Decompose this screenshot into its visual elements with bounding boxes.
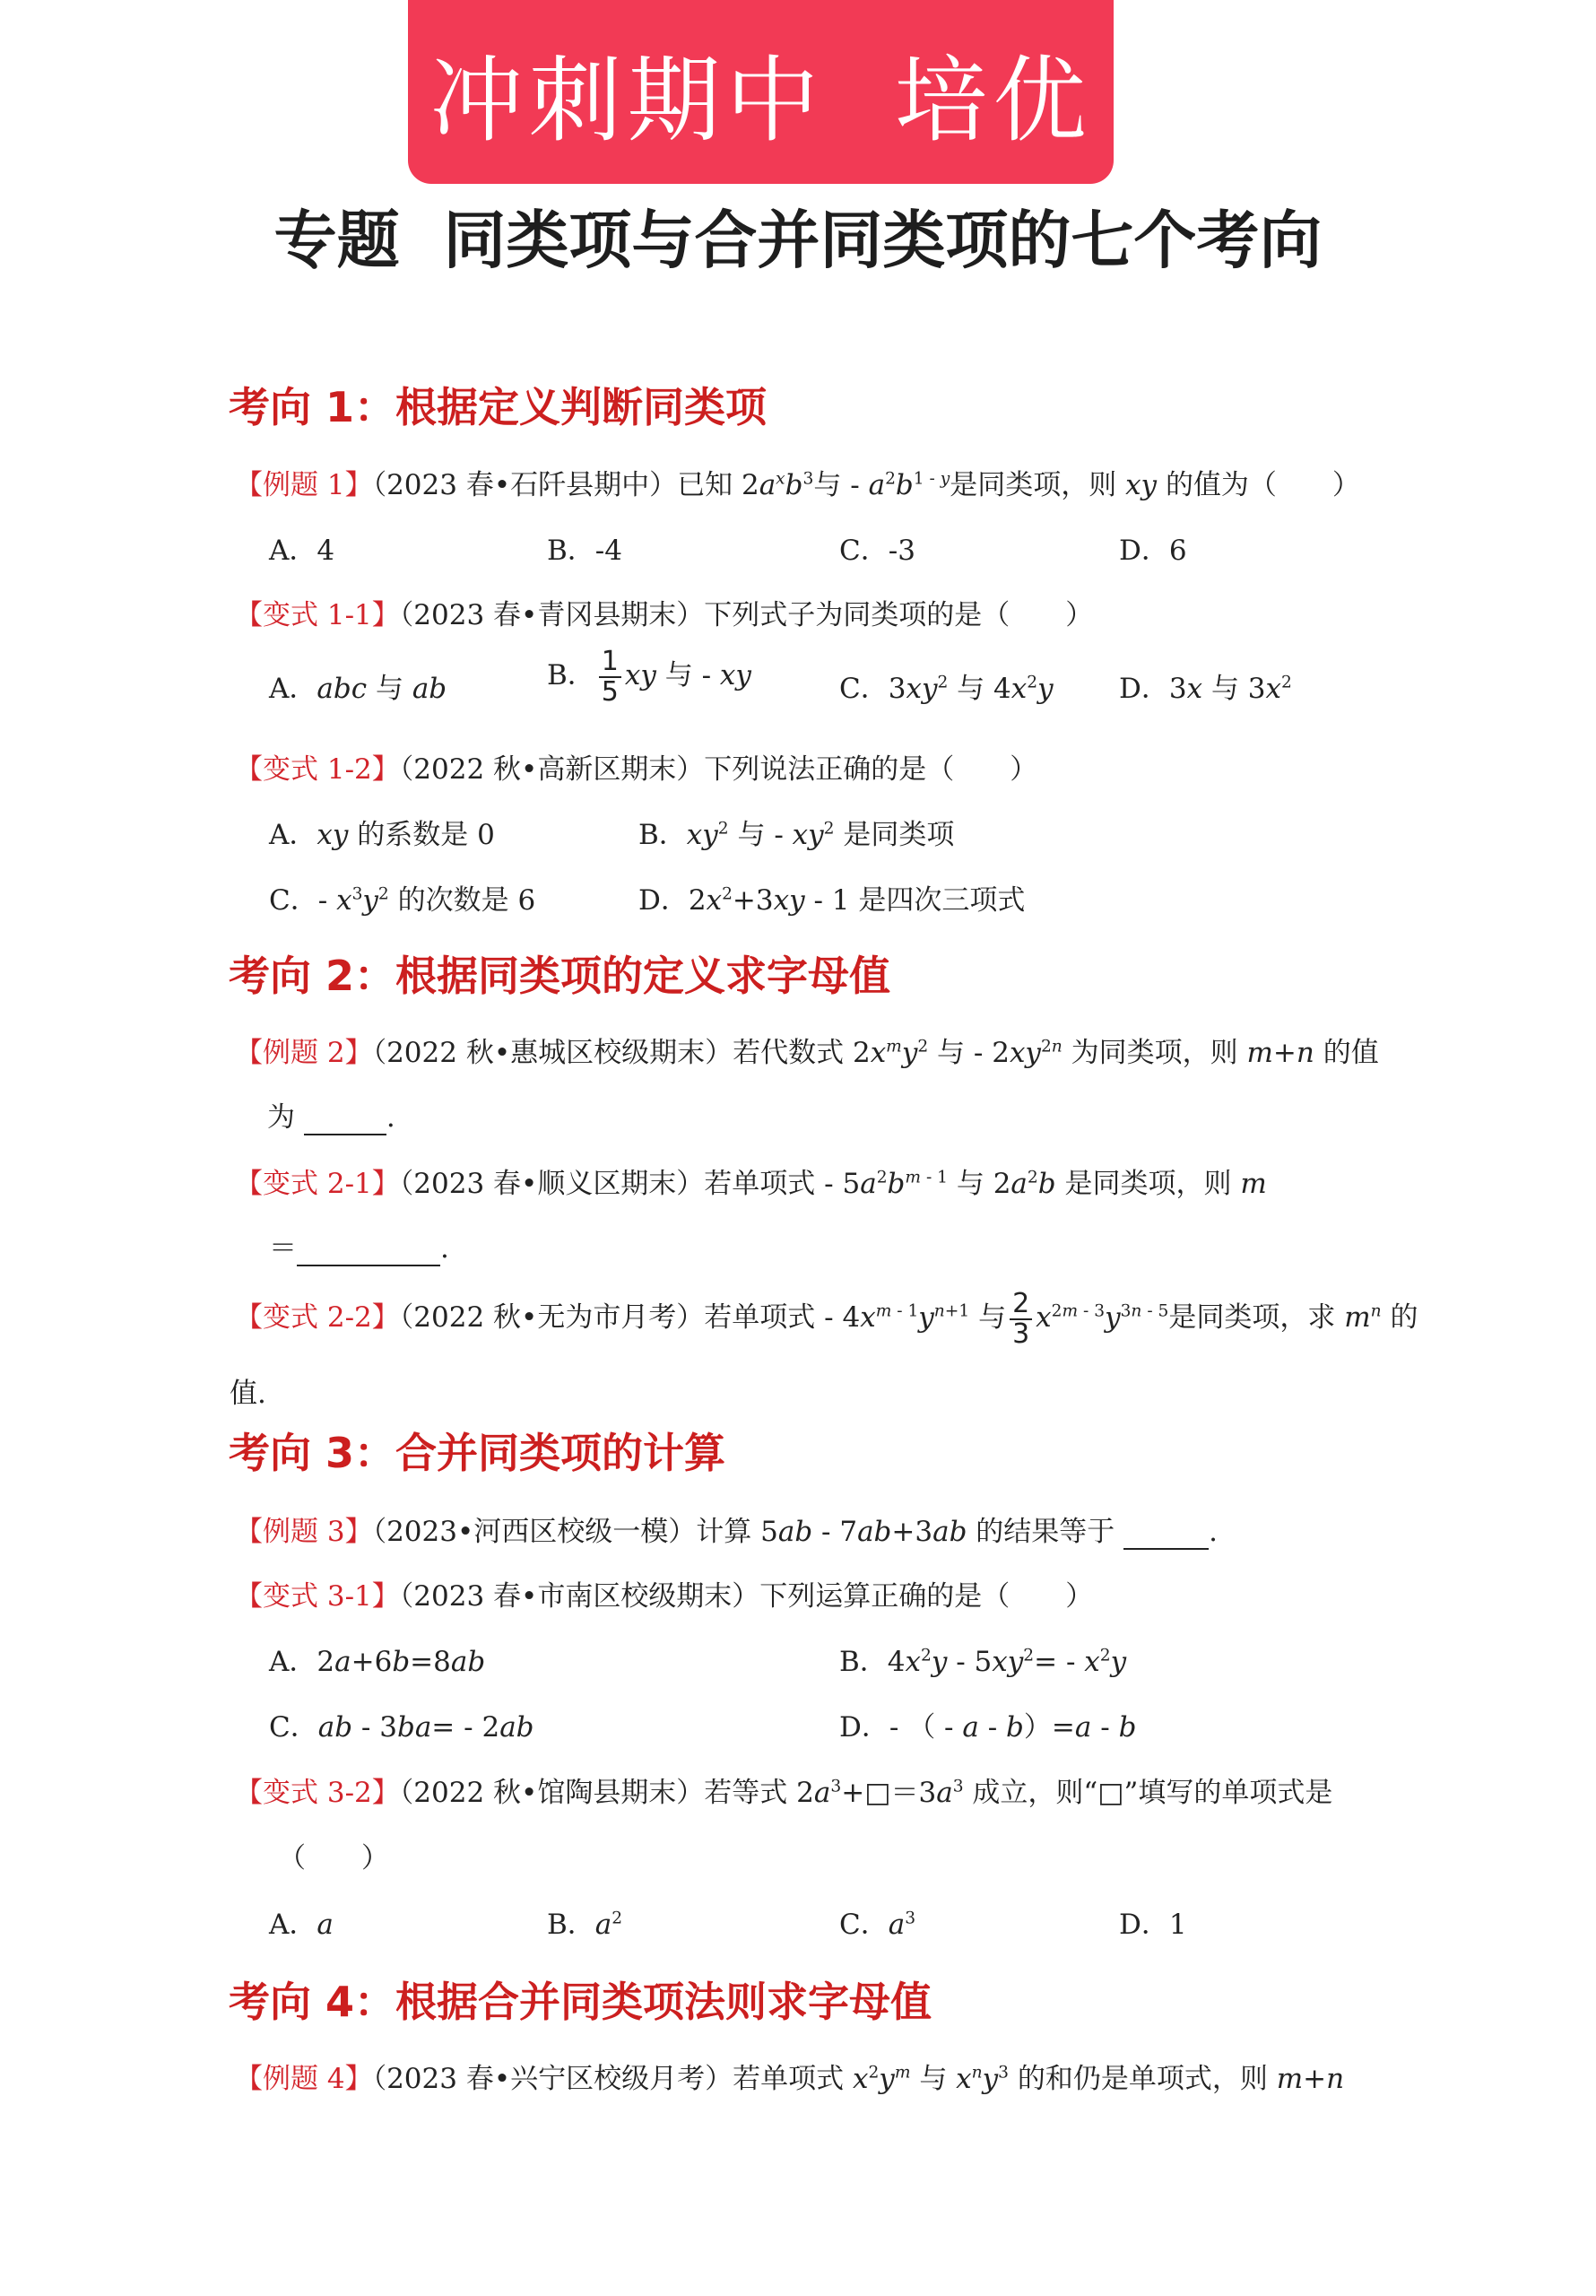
question-tag: 【例题 4】 — [235, 2063, 373, 2095]
question-variant-3-2-continued: （ ） — [278, 1842, 389, 1874]
question-example-2: 【例题 2】（2022 秋•惠城区校级期末）若代数式 $2x^my^2$ 与 - $2xy^{2n}$ 为同类项，则 m+n 的值 — [235, 1037, 1379, 1069]
section-heading-1: 考向 1：根据定义判断同类项 — [229, 383, 768, 431]
question-example-2-continued: 为 . — [267, 1101, 395, 1134]
option-c: C．ab - 3ba= - 2ab — [269, 1711, 534, 1744]
promo-banner — [408, 0, 1114, 184]
fraction-one-fifth: $\frac{1}{5}$ — [599, 648, 621, 706]
question-tag: 【变式 3-2】 — [235, 1777, 400, 1809]
answer-blank[interactable] — [304, 1101, 386, 1135]
question-tag: 【例题 1】 — [235, 469, 373, 501]
option-d: D．3x 与 $3x^2$ — [1119, 673, 1292, 705]
question-variant-2-1-continued: ＝ . — [269, 1232, 449, 1265]
option-c: C．-3 — [839, 535, 915, 567]
question-tag: 【变式 1-2】 — [235, 753, 400, 786]
option-a: A．4 — [269, 535, 335, 567]
question-example-1: 【例题 1】（2023 春•石阡县期中）已知 $2a^xb^3$与 - $a^2b^{1 - y}$是同类项，则 xy 的值为（ ） — [235, 469, 1360, 501]
option-c: C．$a^3$ — [839, 1909, 916, 1941]
option-d: D．- （ - a - b）=a - b — [839, 1711, 1137, 1744]
question-tag: 【变式 1-1】 — [235, 599, 400, 631]
banner-text: 冲刺期中 培优 — [429, 45, 1092, 155]
page-title: 专题 同类项与合并同类项的七个考向 — [273, 204, 1323, 277]
option-d: D．6 — [1119, 535, 1187, 567]
option-c: C．- $x^3y^2$ 的次数是 6 — [269, 884, 536, 917]
section-heading-4: 考向 4：根据合并同类项法则求字母值 — [229, 1978, 932, 2026]
answer-blank[interactable] — [297, 1232, 440, 1266]
option-a: A．abc 与 ab — [269, 673, 447, 705]
option-c: C．$3xy^2$ 与 $4x^2y$ — [839, 673, 1054, 705]
option-b: B．$xy^2$ 与 - $xy^2$ 是同类项 — [638, 819, 955, 851]
question-tag: 【变式 3-1】 — [235, 1580, 400, 1613]
section-heading-2: 考向 2：根据同类项的定义求字母值 — [229, 952, 891, 1000]
question-variant-1-2: 【变式 1-2】（2022 秋•高新区期末）下列说法正确的是（ ） — [235, 753, 1038, 786]
option-a: A．a — [269, 1909, 334, 1941]
option-a: A．xy 的系数是 0 — [269, 819, 495, 851]
question-variant-3-2: 【变式 3-2】（2022 秋•馆陶县期末）若等式 $2a^3+□=3a^3$ 成立，则“□”填写的单项式是 — [235, 1777, 1333, 1809]
fraction-two-thirds: $\frac{2}{3}$ — [1010, 1290, 1032, 1348]
question-example-4: 【例题 4】（2023 春•兴宁区校级月考）若单项式 $x^2y^m$ 与 $x^ny^3$ 的和仍是单项式，则 m+n — [235, 2063, 1345, 2095]
option-b: B． $\frac{1}{5}$ xy 与 - xy — [547, 646, 751, 708]
question-tag: 【变式 2-2】 — [235, 1301, 400, 1334]
option-d: D．$2x^2+3xy - 1$ 是四次三项式 — [638, 884, 1026, 917]
question-tag: 【变式 2-1】 — [235, 1168, 400, 1200]
option-b: B．$a^2$ — [547, 1909, 623, 1941]
option-b: B．-4 — [547, 535, 622, 567]
question-tag: 【例题 3】 — [235, 1516, 373, 1548]
option-a: A．2a+6b=8ab — [269, 1646, 486, 1678]
question-variant-2-1: 【变式 2-1】（2023 春•顺义区期末）若单项式 - $5a^2b^{m - 1}$ 与 $2a^2b$ 是同类项，则 m — [235, 1168, 1267, 1200]
question-variant-2-2-continued: 值. — [230, 1378, 266, 1410]
question-variant-1-1: 【变式 1-1】（2023 春•青冈县期末）下列式子为同类项的是（ ） — [235, 599, 1094, 631]
question-example-3: 【例题 3】（2023•河西区校级一模）计算 5ab - 7ab+3ab 的结果等于 . — [235, 1516, 1219, 1548]
option-b: B．$4x^2y - 5xy^2= - x^2y$ — [839, 1646, 1127, 1678]
question-tag: 【例题 2】 — [235, 1037, 373, 1069]
question-variant-2-2: 【变式 2-2】（2022 秋•无为市月考）若单项式 - $4x^{m - 1}y^{n+1}$ 与 $\frac{2}{3}$ $x^{2m - 3}y^{3n - 5}$是同类项，求 $m^n$ 的 — [235, 1288, 1418, 1350]
option-d: D．1 — [1119, 1909, 1187, 1941]
answer-blank[interactable] — [1123, 1516, 1209, 1550]
question-variant-3-1: 【变式 3-1】（2023 春•市南区校级期末）下列运算正确的是（ ） — [235, 1580, 1094, 1613]
section-heading-3: 考向 3：合并同类项的计算 — [229, 1429, 726, 1477]
